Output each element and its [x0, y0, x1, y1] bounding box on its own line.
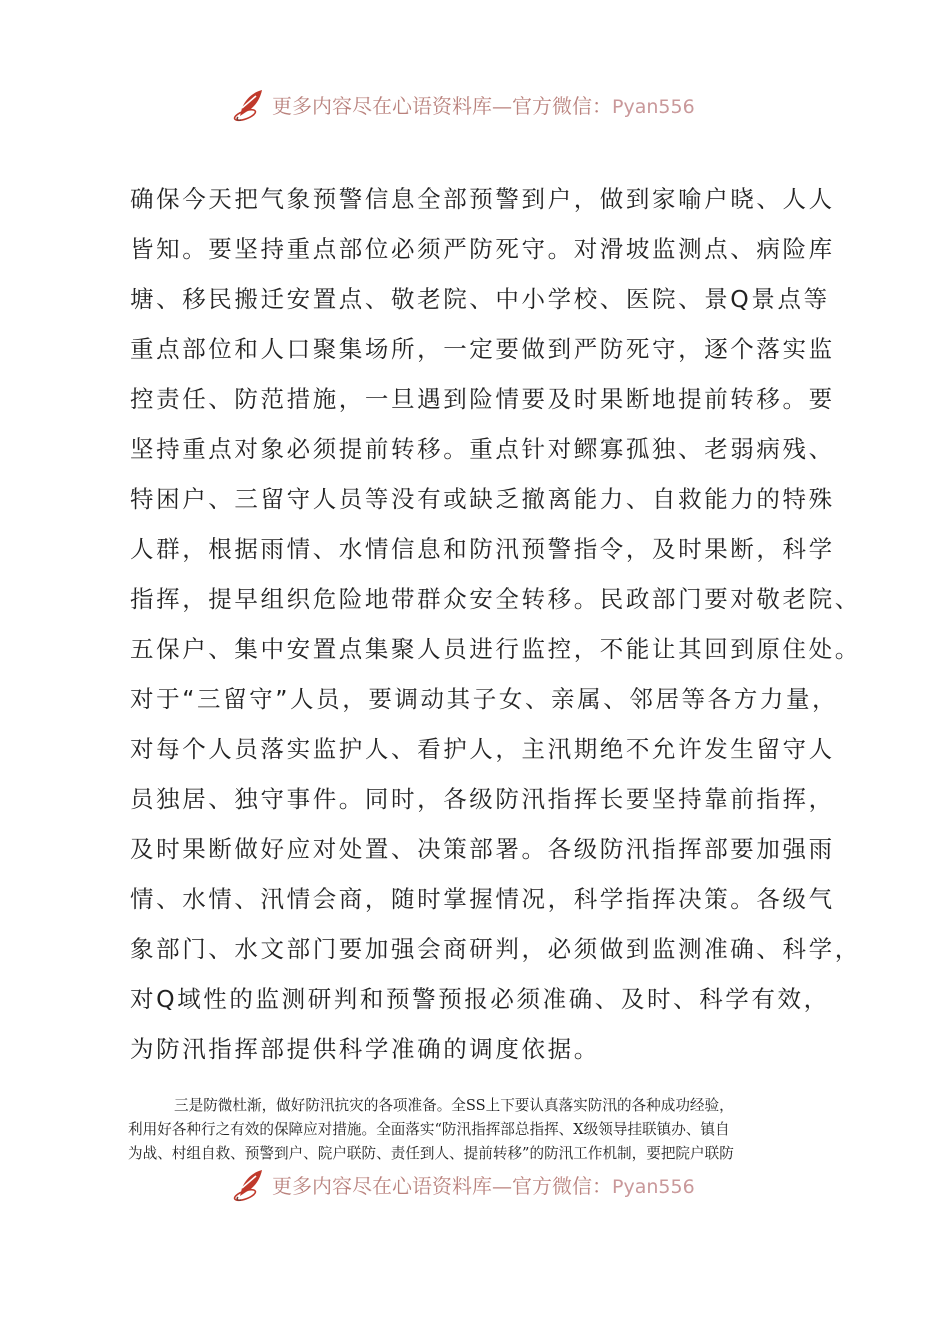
wechat-id: Pyan556 — [612, 95, 695, 118]
small-text-line: 利用好各种行之有效的保障应对措施。全面落实“防汛指挥部总指挥、X级领导挂联镇办、镇自 — [128, 1121, 730, 1138]
small-text-line: 为战、村组自救、预警到户、院户联防、责任到人、提前转移”的防汛工作机制，要把院户联防 — [128, 1145, 734, 1162]
banner-text — [272, 1170, 695, 1199]
text-line: 确保今天把气象预警信息全部预警到户，做到家喻户晓、人人 — [130, 185, 835, 213]
footer-banner — [232, 1164, 695, 1204]
quill-logo-icon — [232, 1166, 268, 1202]
text-line: 人群，根据雨情、水情信息和防汛预警指令，及时果断，科学 — [130, 535, 835, 563]
text-line: 对于“三留守”人员，要调动其子女、亲属、邻居等各方力量， — [130, 685, 839, 713]
banner-title: 更多内容尽在心语资料库—官方微信： — [272, 1173, 612, 1198]
text-line: 对每个人员落实监护人、看护人，主汛期绝不允许发生留守人 — [130, 735, 835, 763]
small-paragraph — [128, 1094, 848, 1166]
text-line: 控责任、防范措施，一旦遇到险情要及时果断地提前转移。要 — [130, 385, 835, 413]
quill-logo-icon — [232, 86, 268, 122]
text-line: 及时果断做好应对处置、决策部署。各级防汛指挥部要加强雨 — [130, 835, 835, 863]
text-line: 塘、移民搬迁安置点、敬老院、中小学校、医院、景Q景点等 — [130, 285, 830, 313]
text-line: 特困户、三留守人员等没有或缺乏撤离能力、自救能力的特殊 — [130, 485, 835, 513]
header-banner — [232, 84, 695, 124]
banner-title: 更多内容尽在心语资料库—官方微信： — [272, 93, 612, 118]
text-line: 象部门、水文部门要加强会商研判，必须做到监测准确、科学， — [130, 935, 861, 963]
text-line: 对Q域性的监测研判和预警预报必须准确、及时、科学有效， — [130, 985, 830, 1013]
text-line: 皆知。要坚持重点部位必须严防死守。对滑坡监测点、病险库 — [130, 235, 835, 263]
text-line: 五保户、集中安置点集聚人员进行监控，不能让其回到原住处。 — [130, 635, 861, 663]
text-line: 指挥，提早组织危险地带群众安全转移。民政部门要对敬老院、 — [130, 585, 861, 613]
text-line: 为防汛指挥部提供科学准确的调度依据。 — [130, 1035, 600, 1063]
main-paragraph — [130, 174, 890, 1074]
small-text-line: 三是防微杜渐，做好防汛抗灾的各项准备。全SS上下要认真落实防汛的各种成功经验， — [174, 1097, 734, 1114]
banner-text — [272, 90, 695, 119]
wechat-id: Pyan556 — [612, 1175, 695, 1198]
text-line: 情、水情、汛情会商，随时掌握情况，科学指挥决策。各级气 — [130, 885, 835, 913]
text-line: 员独居、独守事件。同时，各级防汛指挥长要坚持靠前指挥， — [130, 785, 835, 813]
text-line: 重点部位和人口聚集场所，一定要做到严防死守，逐个落实监 — [130, 335, 835, 363]
text-line: 坚持重点对象必须提前转移。重点针对鳏寡孤独、老弱病残、 — [130, 435, 835, 463]
